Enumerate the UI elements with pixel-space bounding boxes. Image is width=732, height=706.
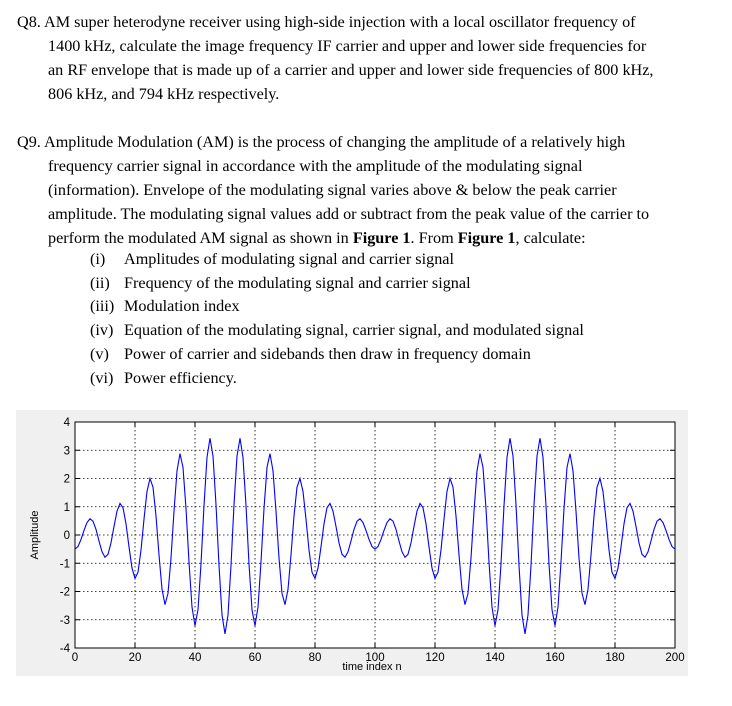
- q9-line-5: perform the modulated AM signal as shown in Figure 1. From Figure 1, calculate:: [48, 229, 586, 247]
- x-tick-label: 160: [545, 652, 565, 664]
- q9-line-2: frequency carrier signal in accordance with the amplitude of the modulating signal: [48, 157, 583, 175]
- y-tick-label: 1: [63, 501, 70, 514]
- q9-subquestions: [90, 248, 584, 390]
- y-axis-label: Amplitude: [29, 510, 41, 560]
- list-item: (iii) Modulation index: [90, 297, 240, 316]
- y-tick-label: 4: [63, 417, 70, 429]
- y-tick-label: -4: [59, 643, 70, 655]
- x-tick-label: 0: [71, 652, 79, 664]
- y-tick-label: 2: [63, 473, 70, 486]
- q8-line-1: AM super heterodyne receiver using high-side injection with a local oscillator frequency of: [44, 13, 636, 31]
- y-tick-label: -1: [59, 558, 70, 571]
- list-item: (ii) Frequency of the modulating signal and carrier signal: [90, 273, 471, 292]
- list-item: (iv) Equation of the modulating signal, carrier signal, and modulated signal: [90, 321, 584, 340]
- list-item: (vi) Power efficiency.: [90, 368, 237, 387]
- list-item: (v) Power of carrier and sidebands then draw in frequency domain: [90, 344, 531, 363]
- y-tick-label: 0: [63, 530, 70, 542]
- x-tick-label: 100: [365, 652, 385, 664]
- y-tick-label: -2: [59, 586, 70, 599]
- question-9-number: Q9.: [17, 133, 41, 151]
- question-8: [17, 10, 725, 106]
- figure-1: [16, 410, 688, 676]
- y-tick-label: -3: [59, 614, 70, 627]
- q8-line-3: an RF envelope that is made up of a carrier and upper and lower side frequencies of 800 kHz,: [48, 61, 654, 79]
- list-item: (i) Amplitudes of modulating signal and carrier signal: [90, 250, 454, 268]
- x-tick-label: 20: [128, 652, 142, 664]
- x-tick-label: 120: [425, 652, 445, 664]
- q8-line-2: 1400 kHz, calculate the image frequency IF carrier and upper and lower side frequencies for: [48, 37, 647, 55]
- question-9: [17, 130, 725, 250]
- x-tick-label: 140: [485, 652, 505, 664]
- y-tick-label: 3: [63, 445, 70, 458]
- x-tick-label: 60: [248, 652, 262, 664]
- q9-line-4: amplitude. The modulating signal values add or subtract from the peak value of the carrier to: [48, 205, 650, 223]
- q9-line-3: (information). Envelope of the modulating signal varies above & below the peak carrier: [48, 181, 617, 199]
- q8-line-4: 806 kHz, and 794 kHz respectively.: [48, 85, 280, 103]
- q9-line-1: Amplitude Modulation (AM) is the process of changing the amplitude of a relatively high: [44, 133, 626, 151]
- x-tick-label: 80: [308, 652, 322, 664]
- am-signal-chart: [16, 410, 688, 676]
- x-tick-label: 180: [605, 652, 625, 664]
- x-tick-label: 40: [188, 652, 202, 664]
- question-8-number: Q8.: [17, 13, 41, 31]
- x-tick-label: 200: [665, 652, 685, 664]
- x-axis-label: time index n: [342, 661, 402, 673]
- figure-1-ref: Figure 1: [352, 229, 411, 247]
- figure-1-ref-2: Figure 1: [457, 229, 516, 247]
